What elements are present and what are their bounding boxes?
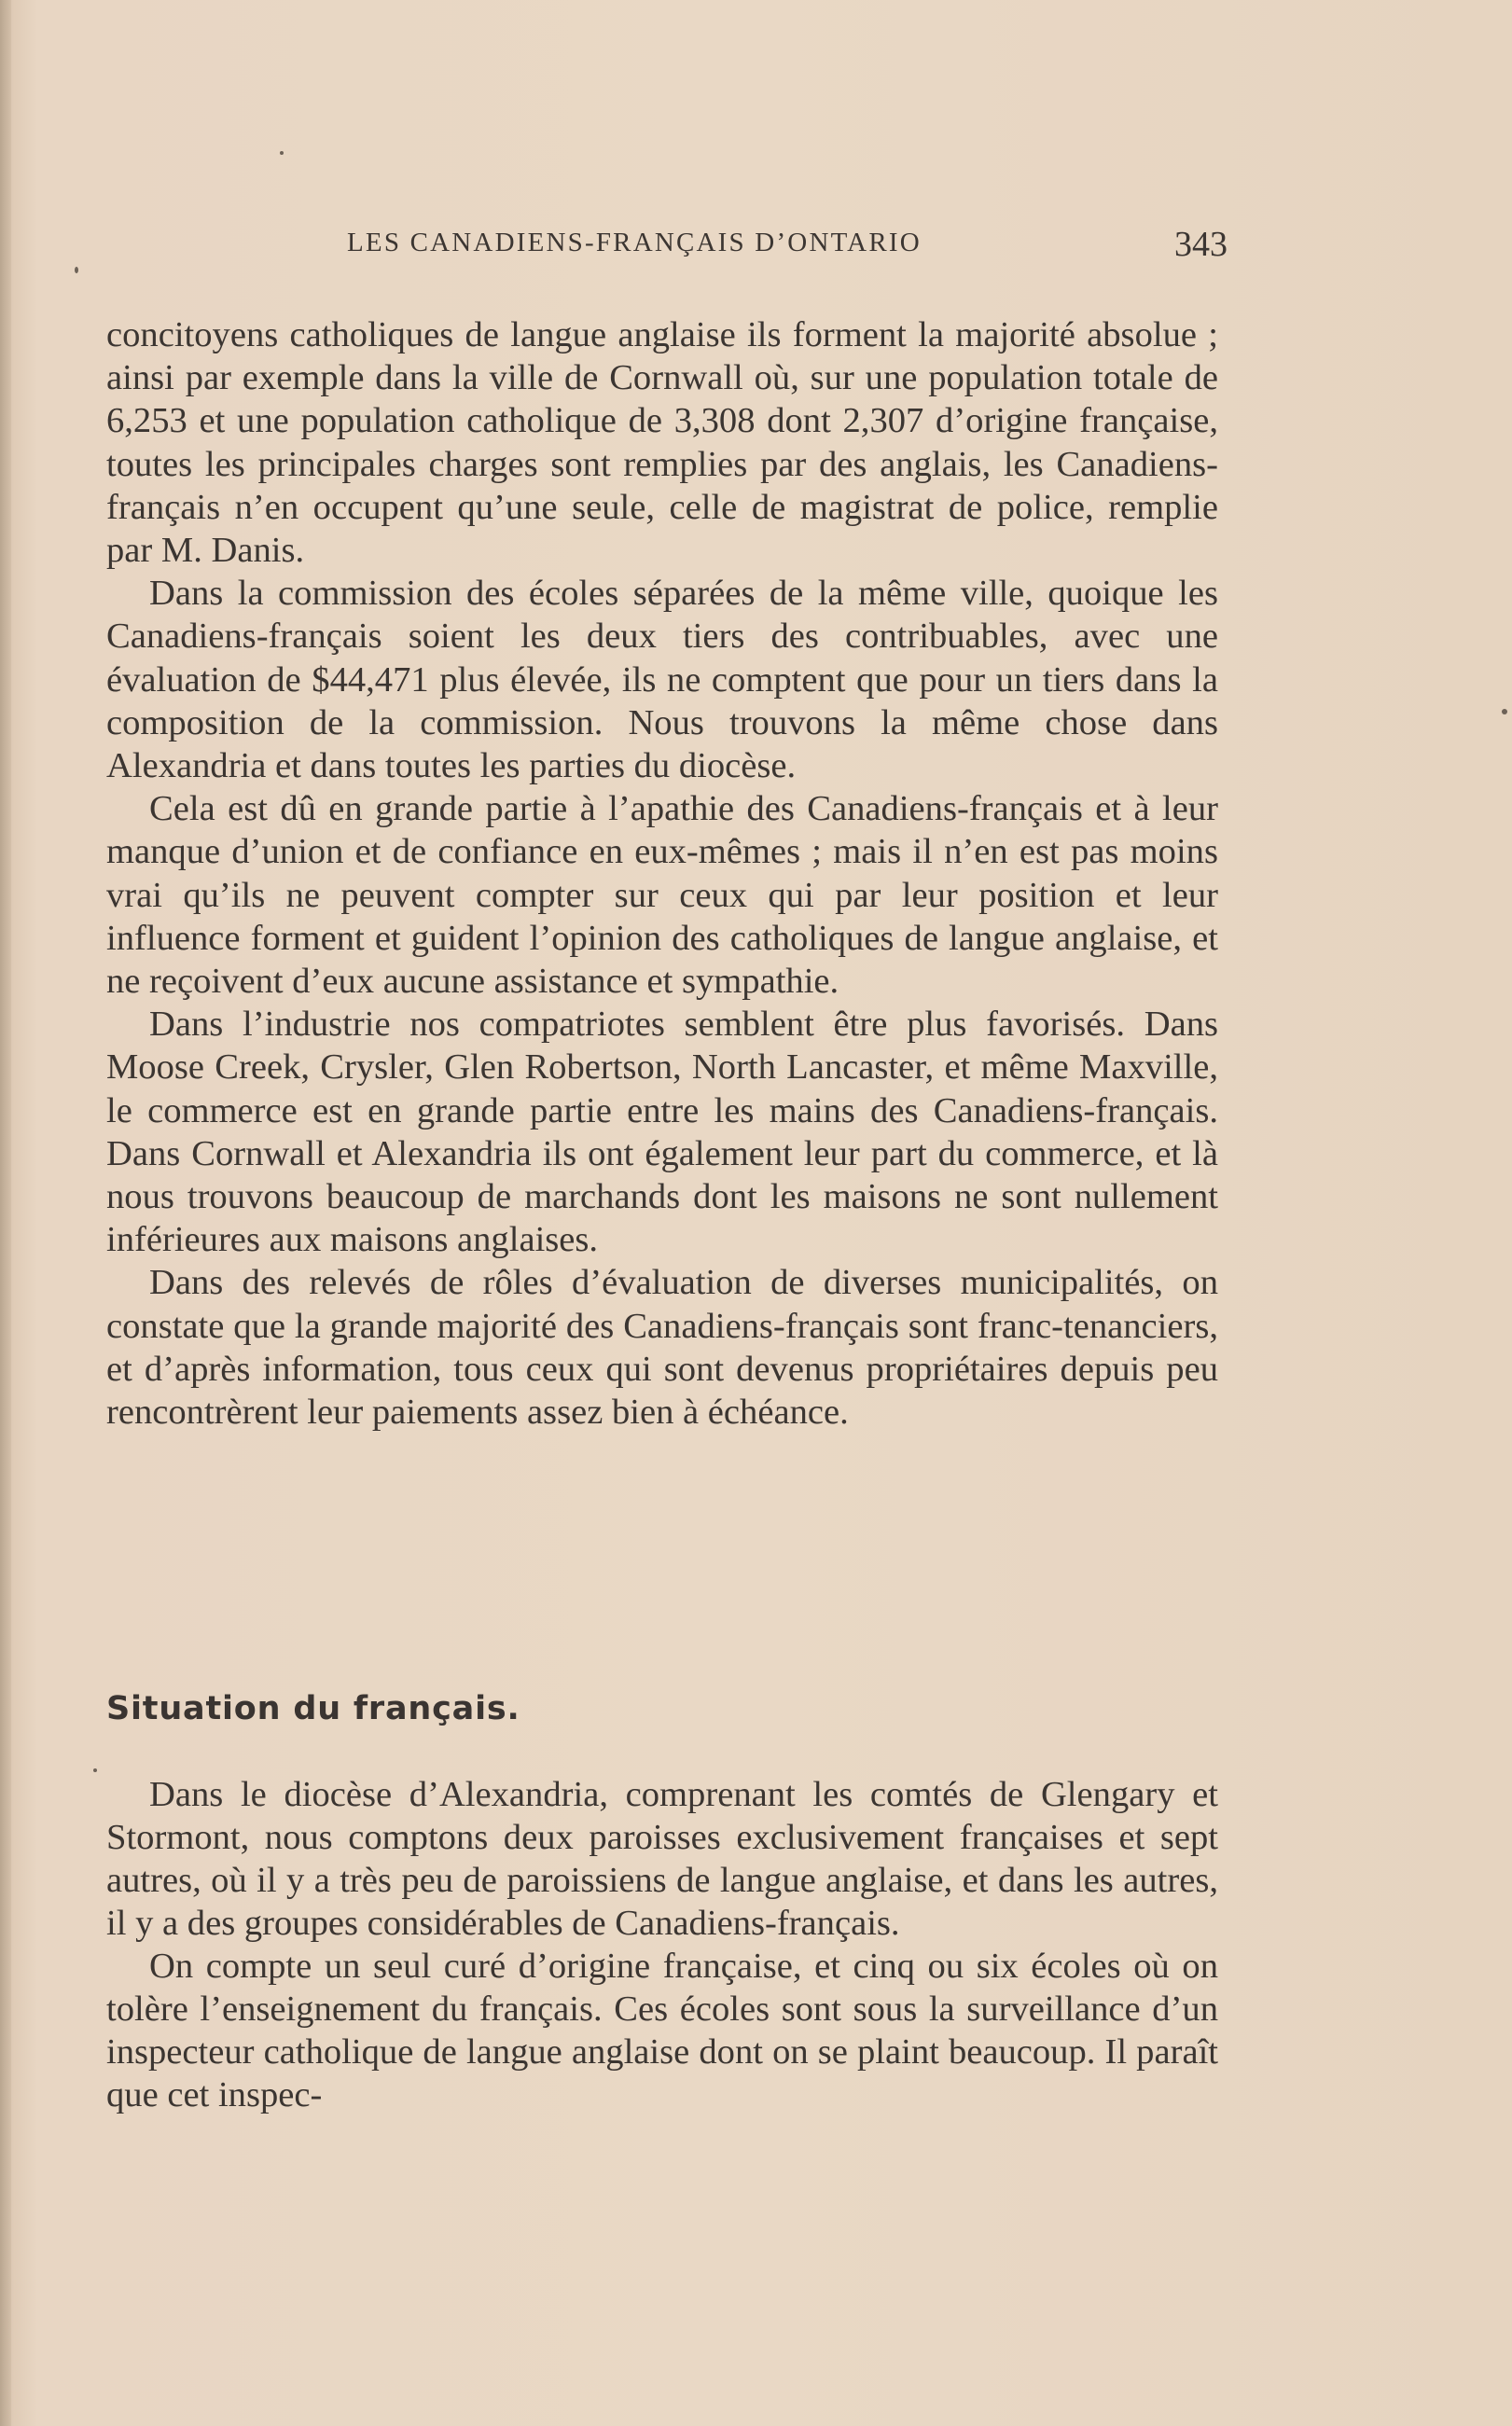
paper-speck (280, 151, 284, 155)
running-title: LES CANADIENS-FRANÇAIS D’ONTARIO (347, 228, 922, 257)
paragraph: Dans le diocèse d’Alexandria, comprenant les comtés de Glengary et Stormont, nous comptons deux paroisses exclusivement françaises et sept autres, où il y a très peu de paroissiens de langue anglaise, et dans les autres, il y a des groupes considérables de Canadiens-français. (106, 1775, 1218, 1943)
page-binding-edge (0, 0, 11, 2426)
main-text (106, 313, 1218, 1434)
paper-speck (93, 1768, 97, 1772)
paper-speck (75, 267, 78, 273)
paper-speck (1502, 709, 1507, 714)
paragraph: Cela est dû en grande partie à l’apathie des Canadiens-français et à leur manque d’union et de confiance en eux-mêmes ; mais il n’en est pas moins vrai qu’ils ne peuvent compter sur ceux qui par leur position et leur influence forment et guident l’opinion des catholiques de langue anglaise, et ne reçoivent d’eux aucune assistance et sympathie. (106, 789, 1218, 1002)
paragraph: Dans des relevés de rôles d’évaluation de diverses municipalités, on constate que la grande majorité des Canadiens-français sont franc-tenanciers, et d’après information, tous ceux qui sont devenus propriétaires depuis peu rencontrèrent leur paiements assez bien à échéance. (106, 1263, 1218, 1433)
paragraph-continued: concitoyens catholiques de langue anglaise ils forment la majorité absolue ; ainsi par exemple dans la ville de Cornwall où, sur une population totale de 6,253 et une population catholique de 3,308 dont 2,307 d’origine française, toutes les principales charges sont remplies par des anglais, les Canadiens-français n’en occupent qu’une seule, celle de magistrat de police, remplie par M. Danis. (106, 315, 1218, 571)
section-heading: Situation du français. (106, 1690, 520, 1727)
running-head (108, 224, 1228, 264)
paragraph: Dans la commission des écoles séparées de la même ville, quoique les Canadiens-français soient les deux tiers des contribuables, avec une évaluation de $44,471 plus élevée, ils ne comptent que pour un tiers dans la composition de la commission. Nous trouvons la même chose dans Alexandria et dans toutes les parties du diocèse. (106, 574, 1218, 786)
page-number: 343 (1174, 225, 1228, 264)
paragraph: On compte un seul curé d’origine française, et cinq ou six écoles où on tolère l’enseignement du français. Ces écoles sont sous la surveillance d’un inspecteur catholique de langue anglaise dont on se plaint beaucoup. Il paraît que cet inspec- (106, 1947, 1218, 2114)
section-text (106, 1773, 1218, 2116)
paragraph: Dans l’industrie nos compatriotes semblent être plus favorisés. Dans Moose Creek, Crysler, Glen Robertson, North Lancaster, et même Maxville, le commerce est en grande partie entre les mains des Canadiens-français. Dans Cornwall et Alexandria ils ont également leur part du commerce, et là nous trouvons beaucoup de marchands dont les maisons ne sont nullement inférieures aux maisons anglaises. (106, 1005, 1218, 1260)
